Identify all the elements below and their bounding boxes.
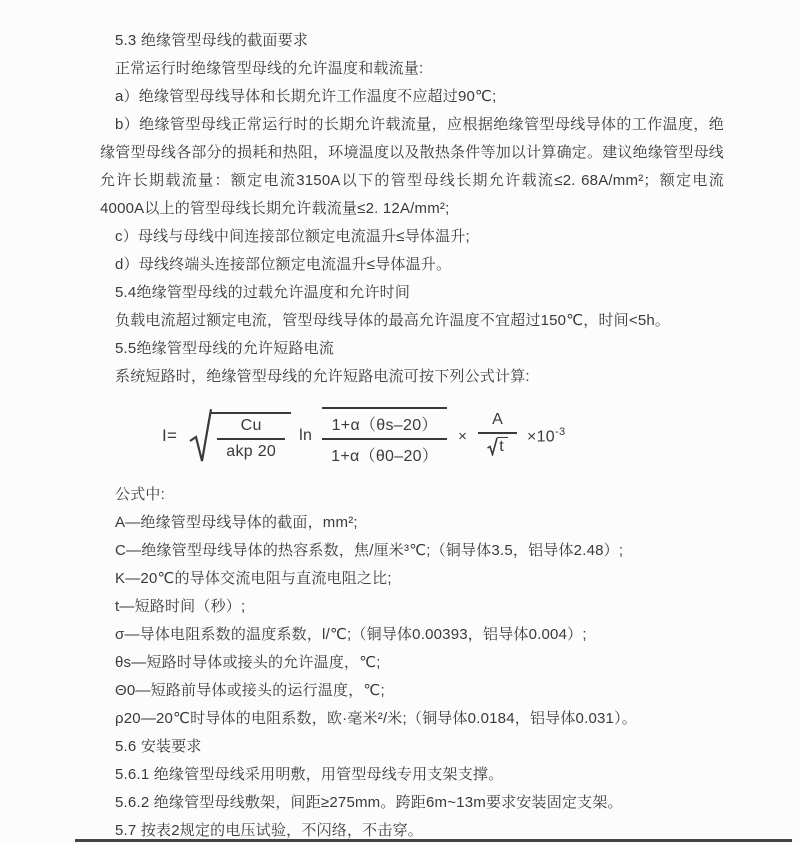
short-circuit-current-formula [162,406,724,466]
fraction-numerator: A [492,411,504,428]
def-sigma-temp-coefficient: σ—导体电阻系数的温度系数，l/℃;（铜导体0.00393，铝导体0.004）; [115,626,587,643]
fraction-temperature-ratio [322,407,447,466]
def-t-short-circuit-time: t—短路时间（秒）; [115,598,246,615]
square-root-term [189,408,291,464]
power-exponent: -3 [555,425,566,438]
def-A-cross-section: A—绝缘管型母线导体的截面，mm²; [115,514,358,531]
multiply-sign: × [458,427,468,445]
table2-top-border-partial [75,839,792,842]
item-c-joint-temp-rise: c）母线与母线中间连接部位额定电流温升≤导体温升; [115,228,470,245]
para-5-6-2-spacing: 5.6.2 绝缘管型母线敷架，间距≥275mm。跨距6m~13m要求安装固定支架。 [115,794,623,811]
para-short-circuit-intro: 系统短路时，绝缘管型母线的允许短路电流可按下列公式计算: [115,368,530,385]
fraction-numerator: Cu [240,416,262,434]
document-content [100,27,724,845]
fraction-cu-akp20 [217,417,285,461]
fraction-a-over-sqrt-t [478,411,517,461]
formula-lhs: I= [162,426,178,445]
heading-5-6: 5.6 安装要求 [115,738,202,755]
sqrt-radicand: t [497,437,508,456]
para-formula-where: 公式中: [115,486,165,503]
def-rho-20-resistivity: ρ20—20℃时导体的电阻系数，欧·毫米²/米;（铜导体0.0184，铝导体0.031）。 [115,710,637,727]
power-base: ×10 [526,428,556,446]
fraction-denominator: akp 20 [217,438,285,461]
para-5-6-1-mounting: 5.6.1 绝缘管型母线采用明敷，用管型母线专用支架支撑。 [115,766,504,783]
heading-5-4: 5.4绝缘管型母线的过载允许温度和允许时间 [115,284,411,301]
heading-5-5: 5.5绝缘管型母线的允许短路电流 [115,340,335,357]
heading-5-3: 5.3 绝缘管型母线的截面要求 [115,32,309,49]
radical-sign-icon [189,408,212,464]
sqrt-t-term [487,437,508,456]
para-operating-temp-intro: 正常运行时绝缘管型母线的允许温度和载流量: [115,60,424,77]
fraction-numerator: 1+α（θs–20） [331,416,438,434]
power-of-ten-term [527,426,565,446]
def-C-heat-capacity: C—绝缘管型母线导体的热容系数，焦/厘米³℃;（铜导体3.5，铝导体2.48）; [115,542,624,559]
def-theta-0-operating-temp: Θ0—短路前导体或接头的运行温度，℃; [115,682,385,699]
def-theta-s-allowed-temp: θs—短路时导体或接头的允许温度，℃; [115,654,381,671]
item-b-allowable-current: b）绝缘管型母线正常运行时的长期允许载流量，应根据绝缘管型母线导体的工作温度，绝缘管型母线各部分的损耗和热阻，环境温度以及散热条件等加以计算确定。建议绝缘管型母线允许长期载流量：额定电流3150A以下的管型母线长期允许载流≤2. 68A/mm²；额定电流4000A以上的管型母线长期允许载流量≤2. 12A/mm²; [100,116,724,217]
item-d-terminal-temp-rise: d）母线终端头连接部位额定电流温升≤导体温升。 [115,256,452,273]
natural-log-symbol: ln [299,427,313,444]
para-5-7-voltage-test: 5.7 按表2规定的电压试验，不闪络，不击穿。 [115,822,423,839]
fraction-denominator: 1+α（θ0–20） [322,438,447,466]
def-K-resistance-ratio: K—20℃的导体交流电阻与直流电阻之比; [115,570,392,587]
item-a-max-working-temp: a）绝缘管型母线导体和长期允许工作温度不应超过90℃; [115,88,497,105]
para-overload-temp-time: 负载电流超过额定电流，管型母线导体的最高允许温度不宜超过150℃，时间<5h。 [115,312,671,329]
